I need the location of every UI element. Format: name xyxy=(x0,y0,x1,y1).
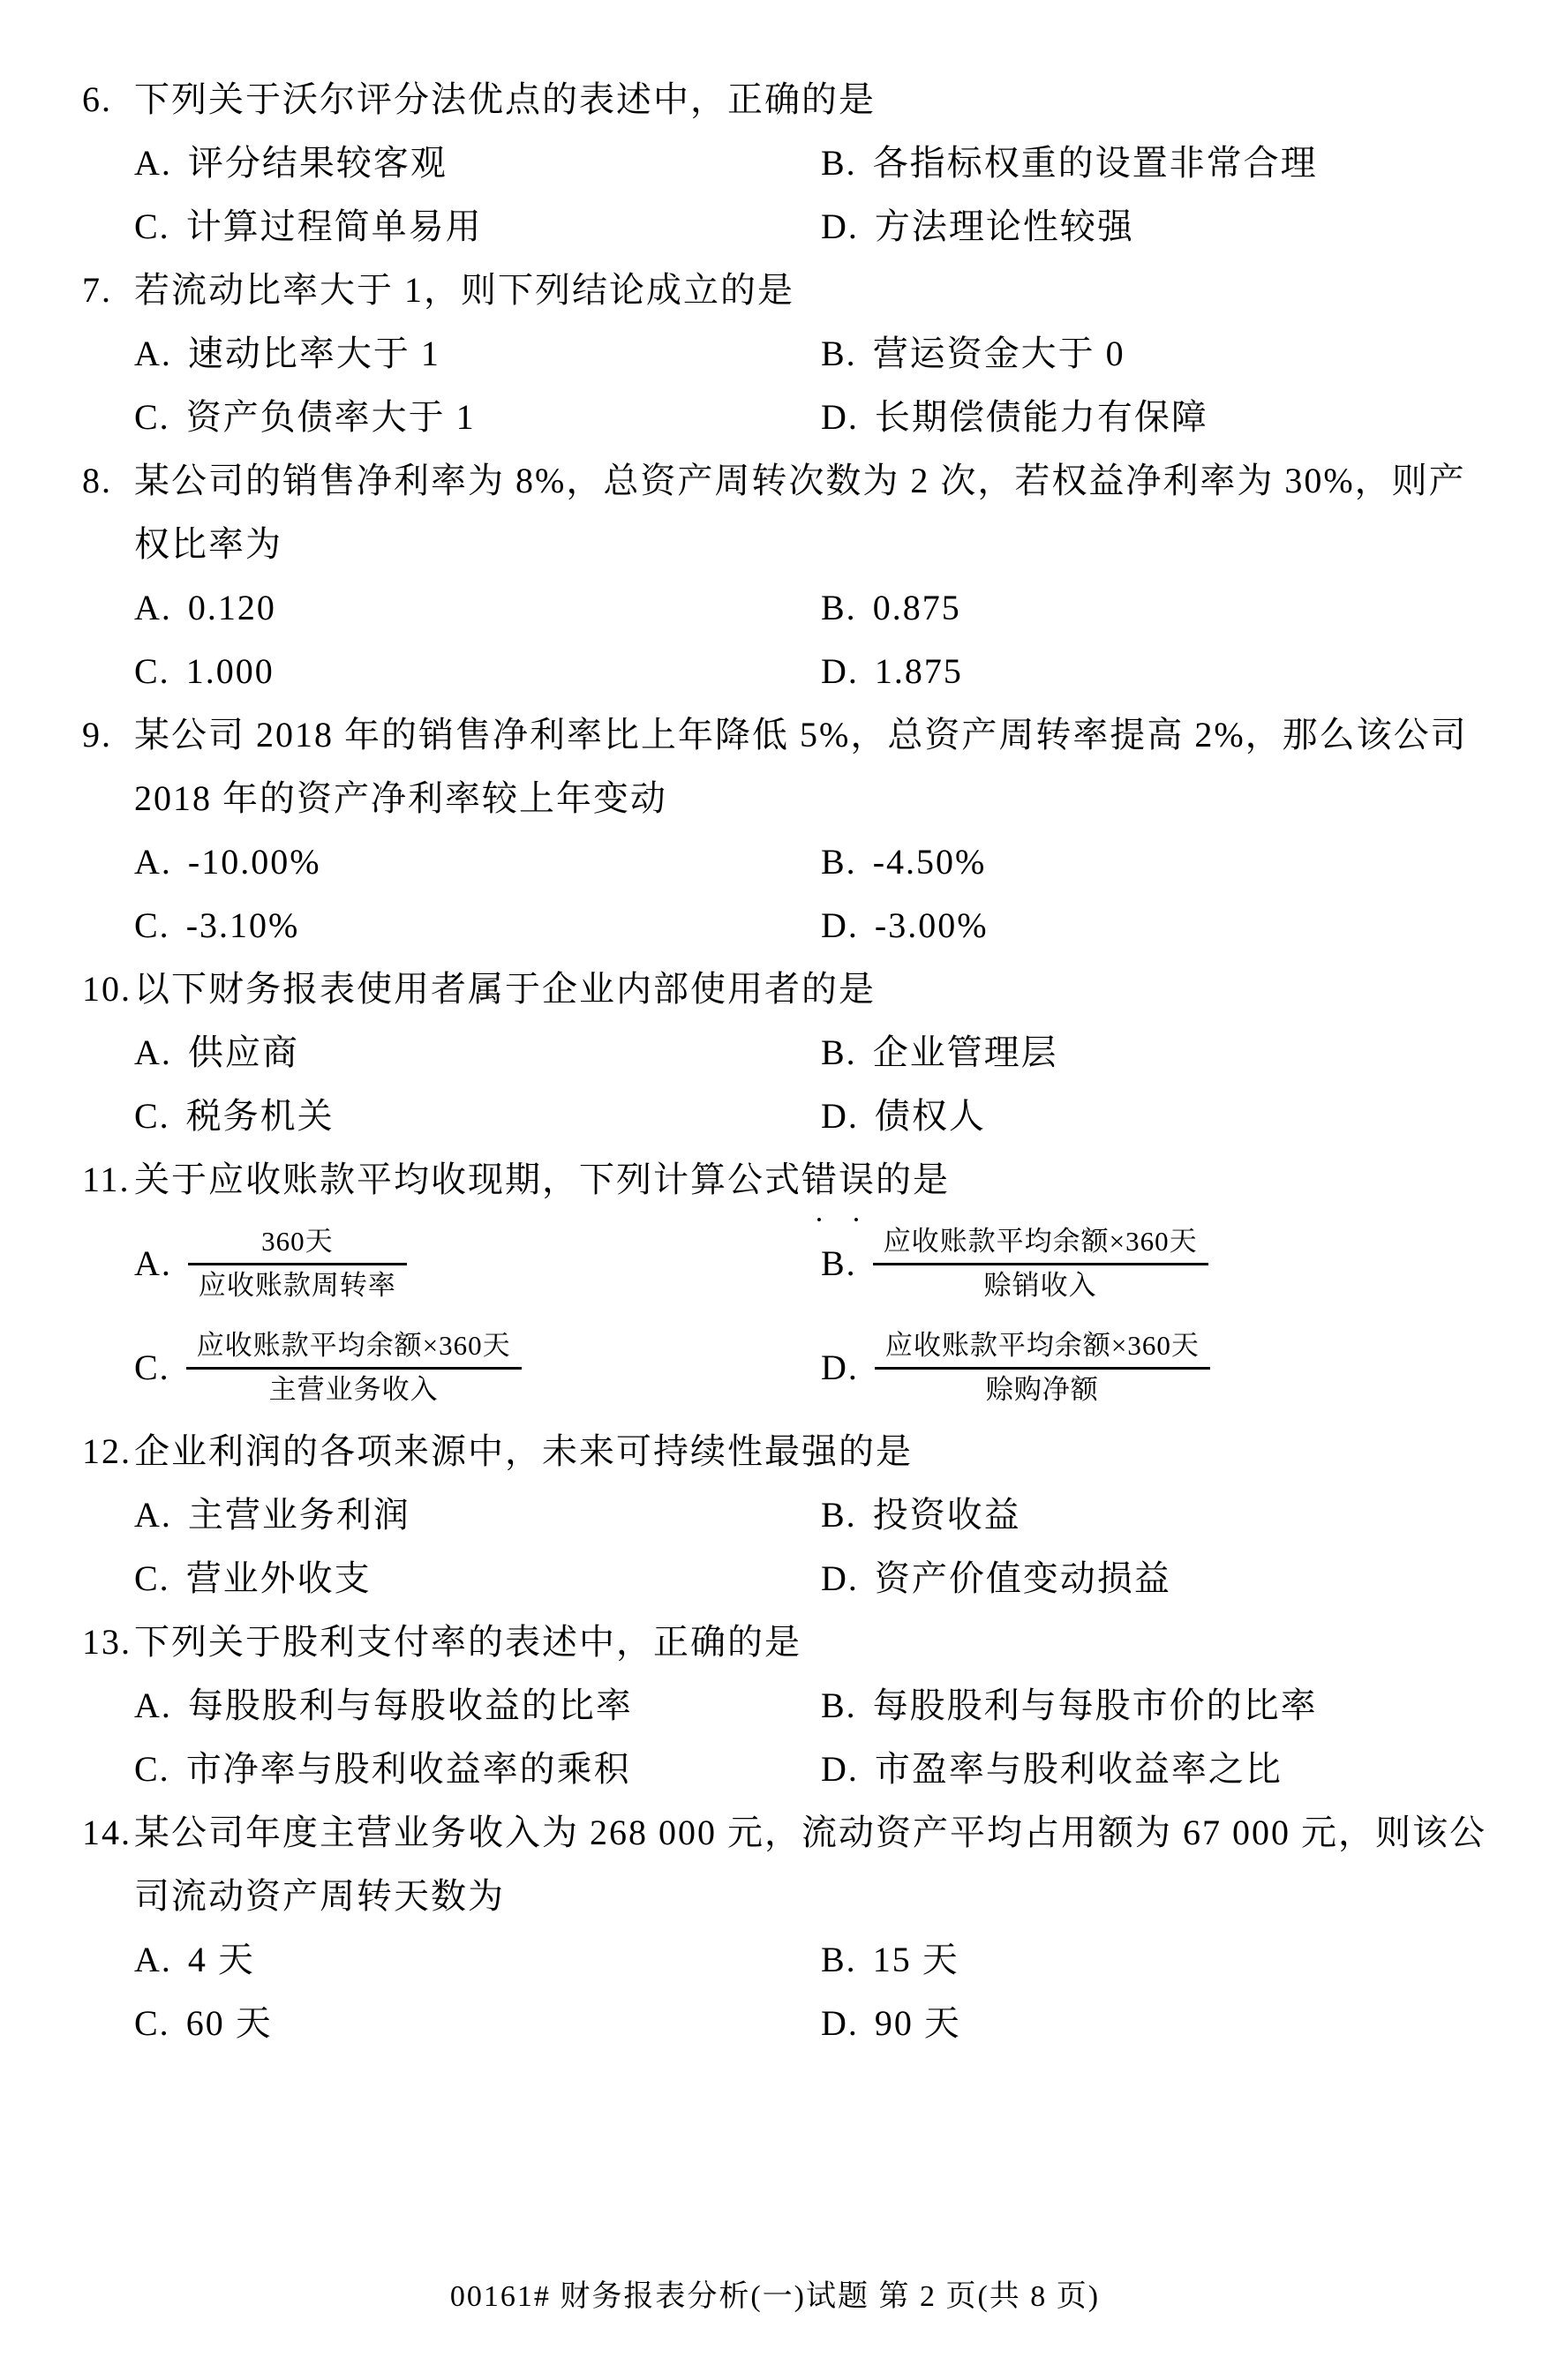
option-text: 速动比率大于 1 xyxy=(187,334,440,373)
option-label: B. xyxy=(821,1032,857,1072)
option-label: C. xyxy=(134,2003,170,2043)
option xyxy=(134,1316,821,1420)
option-label: A. xyxy=(134,1243,172,1283)
option-text: 市盈率与股利收益率之比 xyxy=(874,1749,1283,1789)
question-number: 11. xyxy=(82,1160,131,1199)
options-grid xyxy=(82,830,1501,957)
option-text: -4.50% xyxy=(872,842,987,882)
option xyxy=(134,1674,821,1738)
option-label: A. xyxy=(134,588,172,627)
option-text: 债权人 xyxy=(874,1096,986,1136)
option xyxy=(821,1674,1501,1738)
question-line xyxy=(82,68,1501,131)
option-text: 方法理论性较强 xyxy=(874,206,1134,246)
option-label: A. xyxy=(134,1495,172,1535)
option-label: A. xyxy=(134,1940,172,1979)
option-label: A. xyxy=(134,1032,172,1072)
question-number: 9. xyxy=(82,715,112,755)
option xyxy=(134,894,821,957)
question-text: 若流动比率大于 1，则下列结论成立的是 xyxy=(134,270,794,310)
option-label: B. xyxy=(821,588,857,627)
option xyxy=(821,830,1501,894)
option xyxy=(821,1928,1501,1992)
option-label: B. xyxy=(821,1495,857,1535)
option-label: A. xyxy=(134,143,172,183)
question-text: 某公司的销售净利率为 8%，总资产周转次数为 2 次，若权益净利率为 30%，则产权比率为 xyxy=(134,461,1466,564)
option xyxy=(134,195,821,259)
question-line xyxy=(82,957,1501,1021)
question-block xyxy=(82,68,1501,259)
option-label: B. xyxy=(821,334,857,373)
emphasized-char: 误 xyxy=(839,1160,876,1199)
option-text: 主营业务利润 xyxy=(187,1495,410,1535)
option xyxy=(821,386,1501,449)
option xyxy=(134,1021,821,1085)
option-text: 营运资金大于 0 xyxy=(872,334,1125,373)
option xyxy=(821,1212,1501,1316)
option-label: B. xyxy=(821,1940,857,1979)
options-grid xyxy=(82,1483,1501,1610)
fraction-denominator: 赊购净额 xyxy=(875,1367,1210,1408)
options-grid xyxy=(82,1928,1501,2055)
option-label: C. xyxy=(134,1096,170,1136)
option-label: C. xyxy=(134,1749,170,1789)
question-text: 下列关于沃尔评分法优点的表述中，正确的是 xyxy=(134,79,876,119)
option-label: D. xyxy=(821,1558,859,1598)
option-label: B. xyxy=(821,143,857,183)
option xyxy=(134,576,821,640)
option-label: D. xyxy=(821,206,859,246)
option xyxy=(134,386,821,449)
option-label: D. xyxy=(821,905,859,945)
option-text: 90 天 xyxy=(874,2003,961,2043)
fraction xyxy=(186,1328,522,1408)
option xyxy=(821,322,1501,386)
options-grid xyxy=(82,322,1501,449)
option-text: 市净率与股利收益率的乘积 xyxy=(185,1749,631,1789)
fraction xyxy=(875,1328,1210,1408)
option-text: 企业管理层 xyxy=(872,1032,1058,1072)
question-number: 13. xyxy=(82,1622,132,1662)
option-text: 0.875 xyxy=(872,588,961,627)
question-number: 12. xyxy=(82,1431,132,1471)
option xyxy=(821,1738,1501,1801)
question-block xyxy=(82,1610,1501,1801)
fraction-denominator: 赊销收入 xyxy=(873,1263,1208,1303)
page-footer: 00161# 财务报表分析(一)试题 第 2 页(共 8 页) xyxy=(449,2280,1101,2313)
option xyxy=(821,894,1501,957)
options-grid xyxy=(82,1212,1501,1420)
option-label: C. xyxy=(134,1558,170,1598)
question-line xyxy=(82,1148,1501,1212)
option-label: D. xyxy=(821,397,859,437)
options-grid xyxy=(82,1674,1501,1801)
option-label: A. xyxy=(134,842,172,882)
question-text: 某公司 2018 年的销售净利率比上年降低 5%，总资产周转率提高 2%，那么该公司 2018 年的资产净利率较上年变动 xyxy=(134,715,1468,818)
option-text: 1.000 xyxy=(185,651,275,691)
option-text: 资产价值变动损益 xyxy=(874,1558,1171,1598)
option xyxy=(821,1316,1501,1420)
option-text: 每股股利与每股收益的比率 xyxy=(187,1686,633,1725)
question-line xyxy=(82,1420,1501,1483)
question-line xyxy=(82,1610,1501,1674)
fraction-numerator: 应收账款平均余额×360天 xyxy=(883,1226,1198,1258)
question-text-part: 的是 xyxy=(876,1160,950,1199)
option xyxy=(134,1547,821,1610)
option xyxy=(821,1021,1501,1085)
question-text: 下列关于股利支付率的表述中，正确的是 xyxy=(134,1622,801,1662)
option xyxy=(821,1085,1501,1148)
question-text: 某公司年度主营业务收入为 268 000 元，流动资产平均占用额为 67 000 元，则该公司流动资产周转天数为 xyxy=(134,1813,1486,1916)
option-text: 每股股利与每股市价的比率 xyxy=(872,1686,1318,1725)
option xyxy=(134,1992,821,2055)
question-block xyxy=(82,703,1501,957)
option-label: C. xyxy=(134,651,170,691)
option-label: C. xyxy=(134,397,170,437)
questions xyxy=(82,68,1501,2055)
question-number: 14. xyxy=(82,1813,132,1852)
question-block xyxy=(82,1801,1501,2055)
option-text: 资产负债率大于 1 xyxy=(185,397,476,437)
option xyxy=(134,131,821,195)
option xyxy=(134,640,821,703)
option-label: C. xyxy=(134,206,170,246)
option xyxy=(821,195,1501,259)
option-text: -3.00% xyxy=(874,905,989,945)
option-text: 60 天 xyxy=(185,2003,273,2043)
option-label: B. xyxy=(821,1243,857,1283)
question-line xyxy=(82,449,1501,576)
fraction xyxy=(188,1224,407,1303)
question-line xyxy=(82,259,1501,322)
question-block xyxy=(82,957,1501,1148)
option-text: 评分结果较客观 xyxy=(187,143,448,183)
option-label: C. xyxy=(134,1348,170,1387)
option-text: 1.875 xyxy=(874,651,963,691)
option xyxy=(134,1738,821,1801)
question-number: 10. xyxy=(82,969,132,1009)
option-text: -10.00% xyxy=(187,842,321,882)
fraction-numerator: 360天 xyxy=(261,1226,334,1258)
fraction-numerator: 应收账款平均余额×360天 xyxy=(196,1330,511,1362)
option-label: D. xyxy=(821,1096,859,1136)
option-label: B. xyxy=(821,842,857,882)
option-text: 税务机关 xyxy=(185,1096,335,1136)
option xyxy=(821,1547,1501,1610)
options-grid xyxy=(82,576,1501,703)
question-text: 以下财务报表使用者属于企业内部使用者的是 xyxy=(134,969,876,1009)
question-block xyxy=(82,1420,1501,1610)
option xyxy=(821,576,1501,640)
option-label: D. xyxy=(821,1749,859,1789)
options-grid xyxy=(82,1021,1501,1148)
question-text-part: 关于应收账款平均收现期，下列计算公式 xyxy=(134,1160,801,1199)
option-label: D. xyxy=(821,1348,859,1387)
question-block xyxy=(82,259,1501,449)
option-text: 供应商 xyxy=(187,1032,299,1072)
option xyxy=(134,1085,821,1148)
option xyxy=(821,1992,1501,2055)
option-text: 长期偿债能力有保障 xyxy=(874,397,1208,437)
option-text: 0.120 xyxy=(187,588,276,627)
option xyxy=(134,1483,821,1547)
option-label: A. xyxy=(134,1686,172,1725)
question-number: 7. xyxy=(82,270,112,310)
fraction xyxy=(873,1224,1208,1303)
question-block xyxy=(82,1148,1501,1420)
option-text: 投资收益 xyxy=(872,1495,1021,1535)
fraction-denominator: 应收账款周转率 xyxy=(188,1263,407,1303)
question-text: 企业利润的各项来源中，未来可持续性最强的是 xyxy=(134,1431,913,1471)
option-text: 15 天 xyxy=(872,1940,959,1979)
option-text: 各指标权重的设置非常合理 xyxy=(872,143,1318,183)
fraction-numerator: 应收账款平均余额×360天 xyxy=(884,1330,1200,1362)
question-line xyxy=(82,703,1501,830)
options-grid xyxy=(82,131,1501,259)
fraction-denominator: 主营业务收入 xyxy=(186,1367,522,1408)
question-text-emphasis xyxy=(801,1160,876,1199)
question-number: 6. xyxy=(82,79,112,119)
option-label: B. xyxy=(821,1686,857,1725)
option-label: C. xyxy=(134,905,170,945)
option-text: 计算过程简单易用 xyxy=(185,206,483,246)
question-text xyxy=(134,1148,1501,1212)
option-label: D. xyxy=(821,651,859,691)
option-text: -3.10% xyxy=(185,905,300,945)
question-number: 8. xyxy=(82,461,112,500)
option-text: 4 天 xyxy=(187,1940,255,1979)
emphasized-char: 错 xyxy=(801,1160,839,1199)
option-label: D. xyxy=(821,2003,859,2043)
option xyxy=(134,1212,821,1316)
question-block xyxy=(82,449,1501,703)
option xyxy=(134,1928,821,1992)
option xyxy=(821,131,1501,195)
option xyxy=(134,830,821,894)
option xyxy=(821,1483,1501,1547)
option xyxy=(134,322,821,386)
option xyxy=(821,640,1501,703)
option-label: A. xyxy=(134,334,172,373)
option-text: 营业外收支 xyxy=(185,1558,372,1598)
question-line xyxy=(82,1801,1501,1928)
